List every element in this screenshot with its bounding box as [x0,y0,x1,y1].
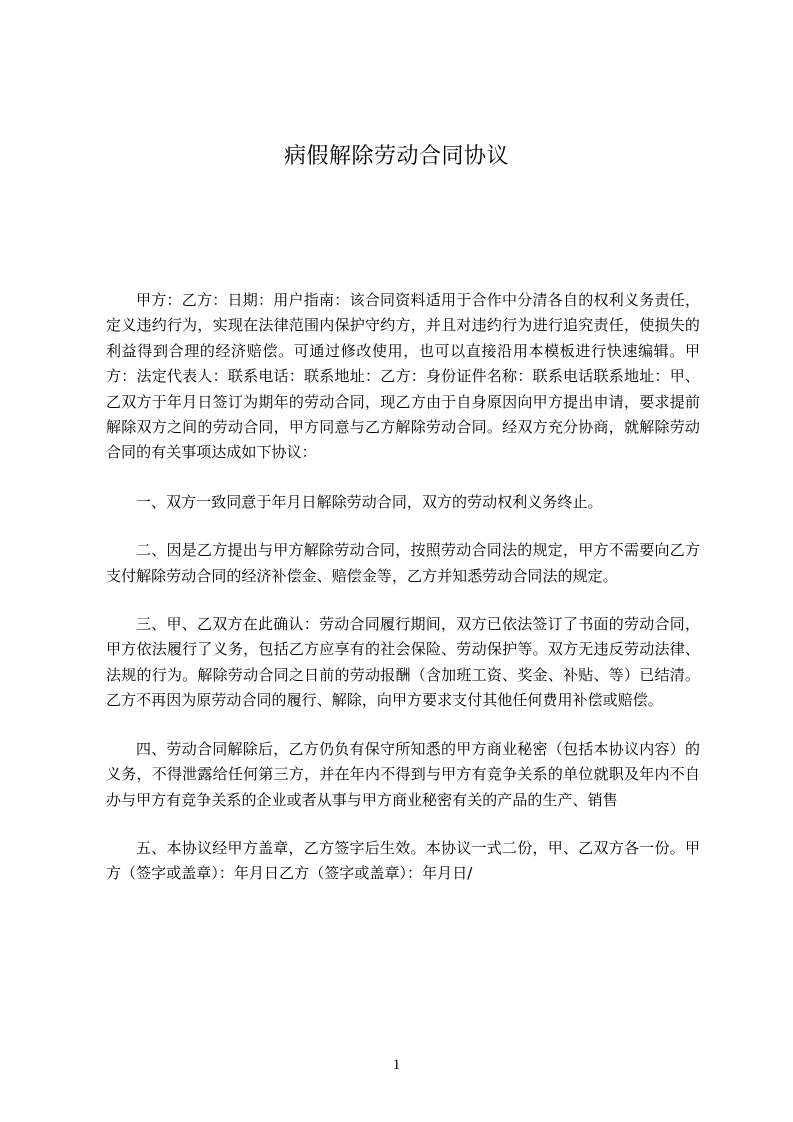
paragraph-clause-2: 二、因是乙方提出与甲方解除劳动合同，按照劳动合同法的规定，甲方不需要向乙方支付解除劳动合同的经济补偿金、赔偿金等，乙方并知悉劳动合同法的规定。 [106,541,700,585]
paragraph-preamble: 甲方：乙方：日期：用户指南：该合同资料适用于合作中分清各自的权利义务责任，定义违约行为，实现在法律范围内保护守约方，并且对违约行为进行追究责任，使损失的利益得到合理的经济赔偿。可通过修改使用，也可以直接沿用本模板进行快速编辑。甲方：法定代表人：联系电话：联系地址：乙方：身份证件名称：联系电话联系地址：甲、乙双方于年月日签订为期年的劳动合同，现乙方由于自身原因向甲方提出申请，要求提前解除双方之间的劳动合同，甲方同意与乙方解除劳动合同。经双方充分协商，就解除劳动合同的有关事项达成如下协议： [106,291,700,462]
paragraph-clause-4: 四、劳动合同解除后，乙方仍负有保守所知悉的甲方商业秘密（包括本协议内容）的义务，不得泄露给任何第三方，并在年内不得到与甲方有竞争关系的单位就职及年内不自办与甲方有竞争关系的企业或者从事与甲方商业秘密有关的产品的生产、销售 [106,739,700,809]
paragraph-clause-3: 三、甲、乙双方在此确认：劳动合同履行期间，双方已依法签订了书面的劳动合同，甲方依法履行了义务，包括乙方应享有的社会保险、劳动保护等。双方无违反劳动法律、法规的行为。解除劳动合同之日前的劳动报酬（含加班工资、奖金、补贴、等）已结清。乙方不再因为原劳动合同的履行、解除，向甲方要求支付其他任何费用补偿或赔偿。 [106,615,700,710]
document-title: 病假解除劳动合同协议 [283,144,509,169]
document-body [106,288,700,910]
paragraph-clause-1: 一、双方一致同意于年月日解除劳动合同，双方的劳动权利义务终止。 [136,492,603,511]
paragraph-clause-5: 五、本协议经甲方盖章，乙方签字后生效。本协议一式二份，甲、乙双方各一份。甲方（签字或盖章）：年月日乙方（签字或盖章）：年月日/ [106,838,700,883]
page-number: 1 [392,1057,401,1073]
